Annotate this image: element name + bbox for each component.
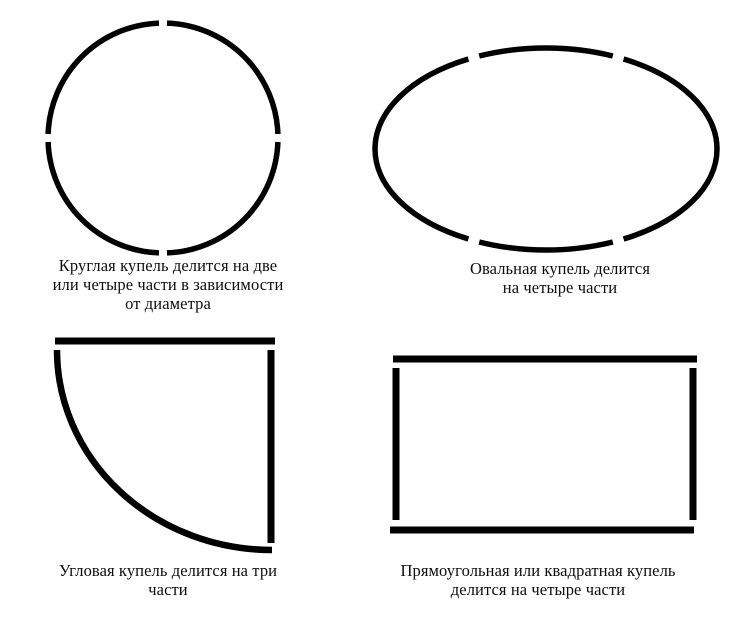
figure-round-font bbox=[35, 15, 295, 265]
ellipse-arc-right bbox=[624, 59, 717, 239]
round-font-drawing bbox=[35, 15, 295, 265]
circle-arc-bottom-left bbox=[48, 142, 159, 253]
caption-line: Овальная купель делится bbox=[469, 259, 651, 278]
caption-line: на четыре части bbox=[502, 278, 618, 297]
ellipse-arc-top bbox=[479, 48, 613, 56]
figure-oval-font bbox=[370, 40, 725, 260]
caption-corner-font bbox=[28, 561, 308, 599]
caption-line: Прямоугольная или квадратная купель bbox=[400, 561, 676, 580]
caption-round-font bbox=[20, 256, 316, 313]
corner-font-drawing bbox=[45, 330, 290, 560]
oval-font-drawing bbox=[370, 40, 725, 260]
circle-arc-top-left bbox=[48, 23, 159, 134]
caption-line: Угловая купель делится на три bbox=[58, 561, 278, 580]
caption-line: Круглая купель делится на две bbox=[58, 256, 278, 275]
caption-line: части bbox=[148, 580, 188, 599]
figure-corner-font bbox=[45, 330, 290, 560]
caption-line: от диаметра bbox=[125, 294, 211, 313]
caption-line: или четыре части в зависимости bbox=[52, 275, 284, 294]
rectangular-font-drawing bbox=[385, 348, 705, 543]
corner-quarter-arc bbox=[57, 350, 272, 550]
ellipse-arc-left bbox=[375, 59, 468, 239]
circle-arc-top-right bbox=[167, 23, 278, 134]
caption-oval-font bbox=[420, 259, 700, 297]
circle-arc-bottom-right bbox=[167, 142, 278, 253]
figure-rectangular-font bbox=[385, 348, 705, 543]
caption-line: делится на четыре части bbox=[450, 580, 626, 599]
ellipse-arc-bottom bbox=[479, 242, 613, 250]
caption-rectangular-font bbox=[388, 561, 688, 599]
